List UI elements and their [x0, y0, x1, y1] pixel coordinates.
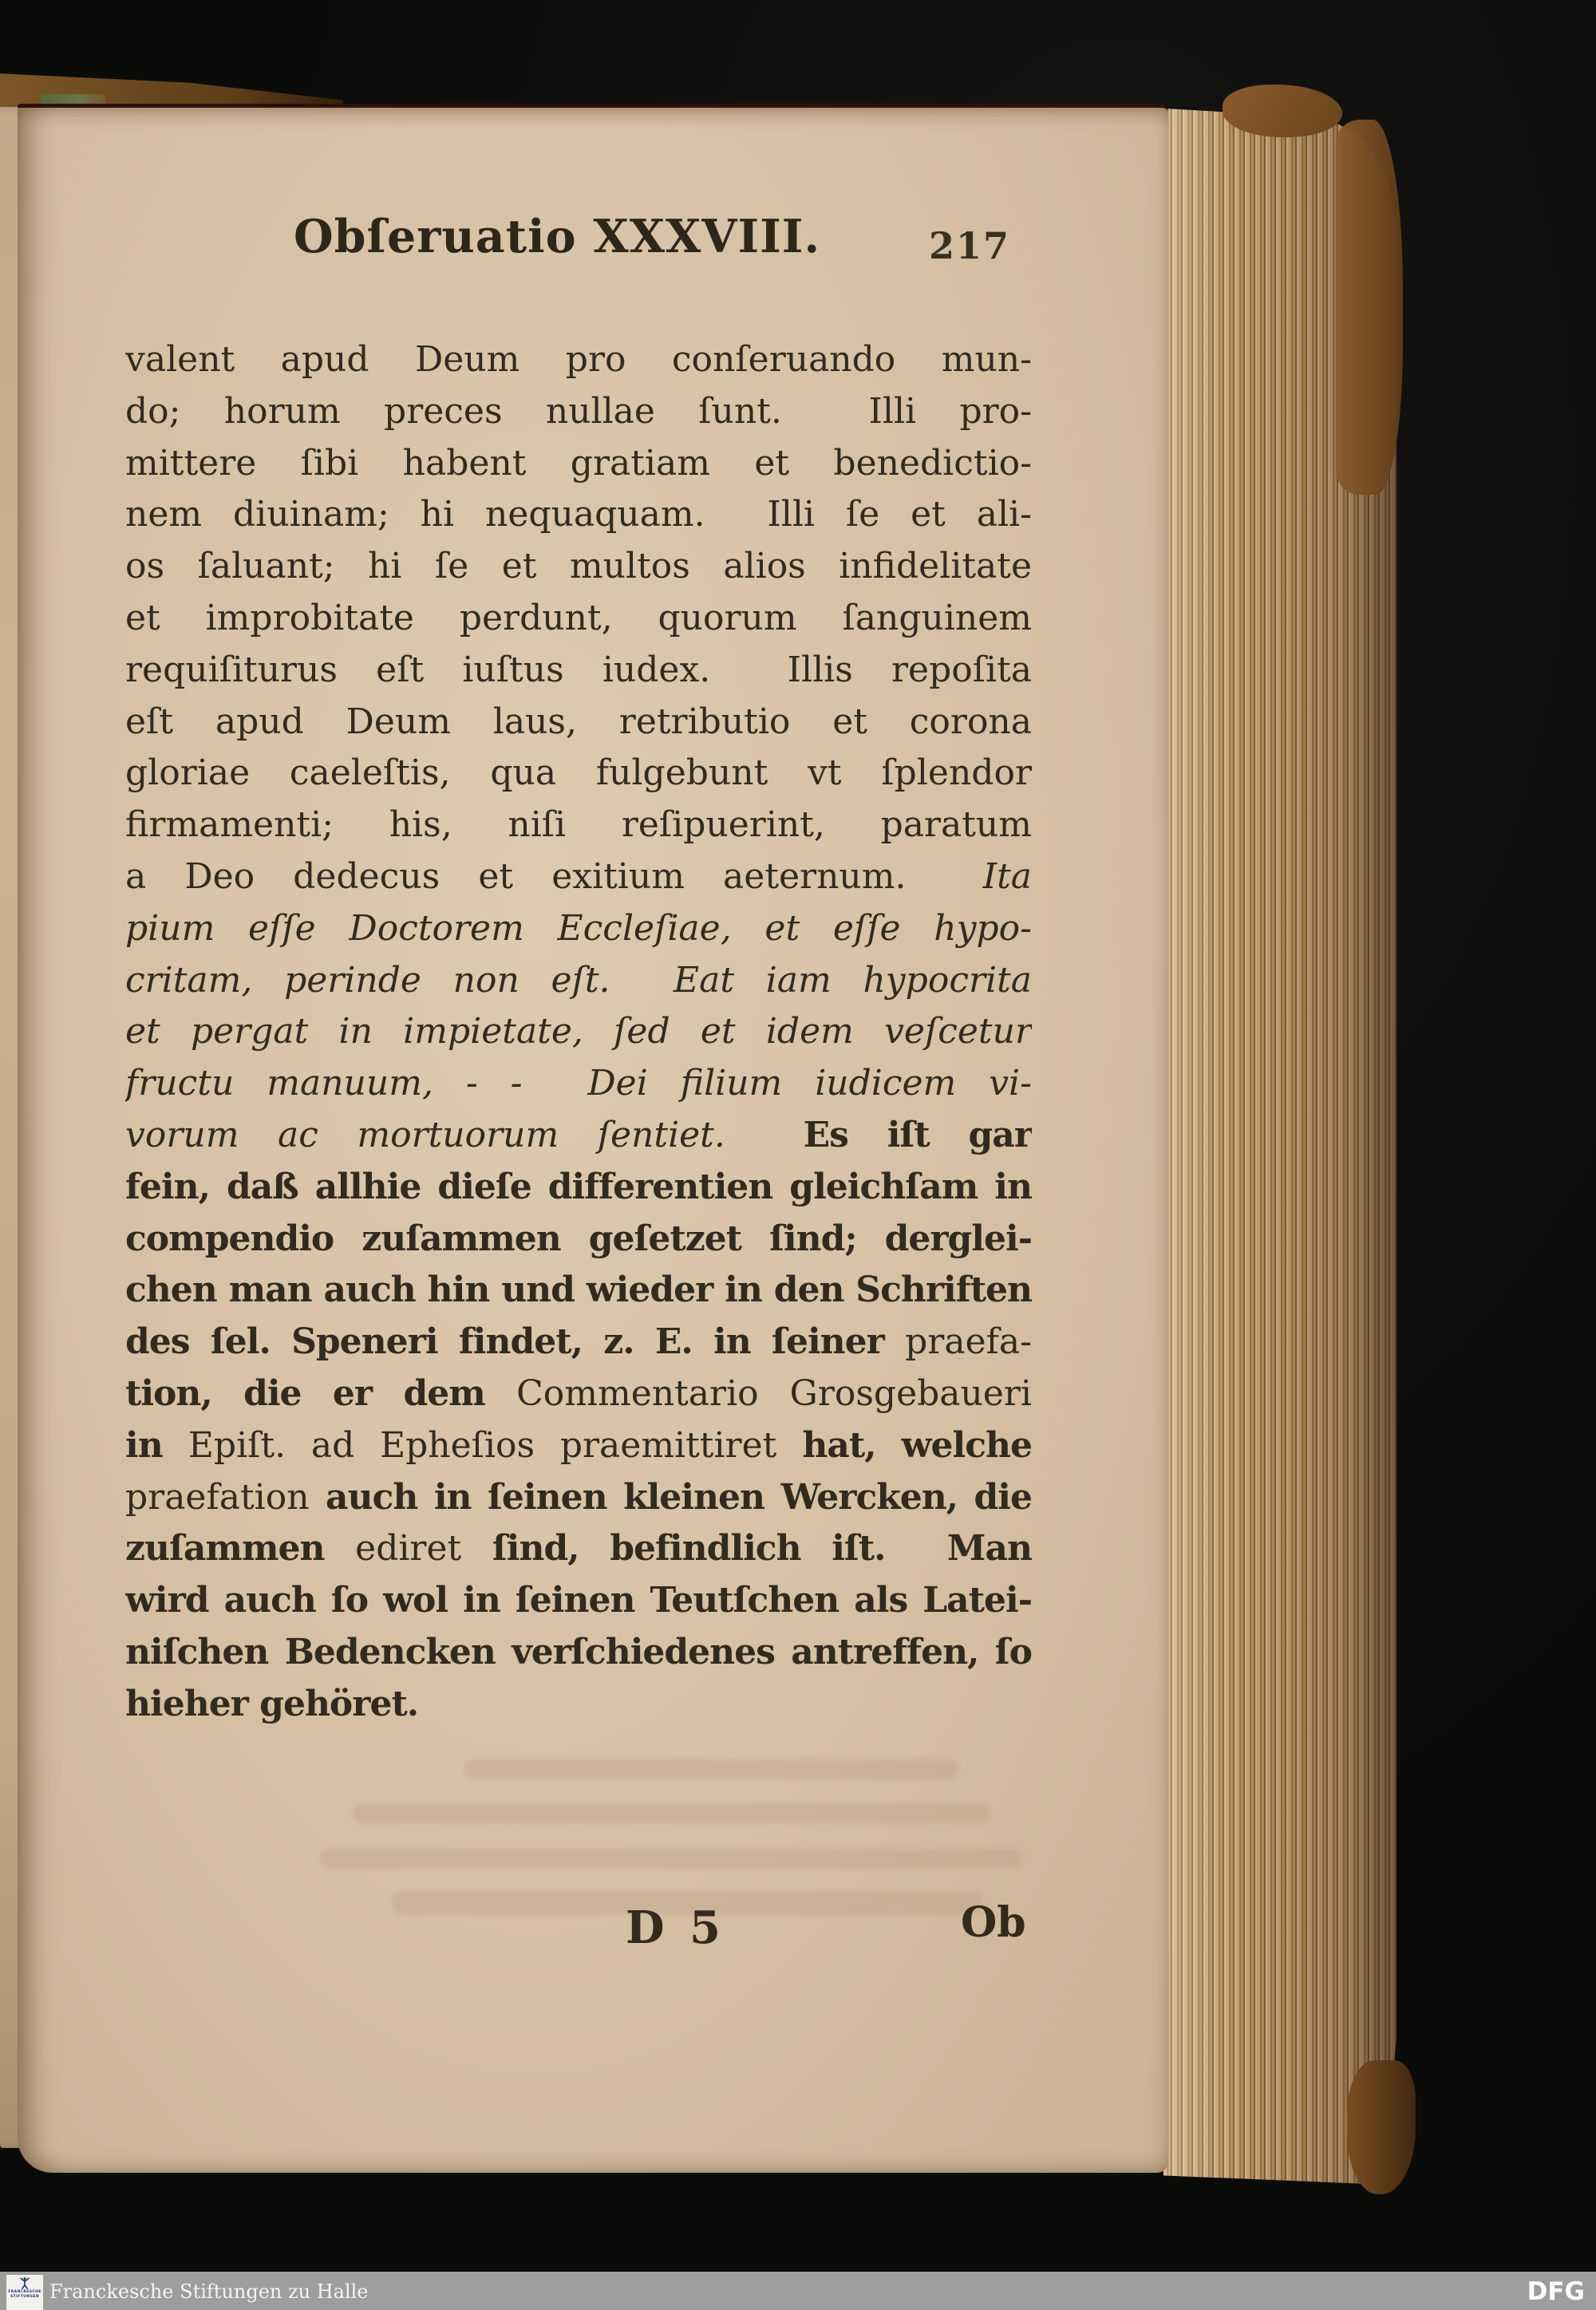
text-line: [125, 955, 1032, 1007]
library-logo-box: [6, 2275, 43, 2310]
leather-corner-top: [1223, 85, 1342, 137]
text-segment: requiſiturus eſt iuſtus iudex. Illis repoſita: [125, 649, 1032, 690]
text-segment: zuſammen: [125, 1528, 356, 1570]
text-line: [125, 851, 1032, 903]
text-segment: Ita: [982, 855, 1032, 897]
text-line: [125, 748, 1032, 800]
text-segment: ſind, befindlich iſt. Man: [461, 1528, 1032, 1570]
text-line: [125, 1006, 1032, 1058]
text-segment: os ſaluant; hi ſe et multos alios infidelitate: [125, 546, 1032, 587]
bleed-through: [321, 1849, 1023, 1868]
text-segment: compendio zuſammen geſetzet ſind; derglei-: [125, 1218, 1032, 1259]
text-segment: Commentario Grosgebaueri: [516, 1372, 1032, 1414]
leather-edge-bottom: [1347, 2060, 1416, 2194]
text-segment: nem diuinam; hi nequaquam. Illi ſe et ali-: [125, 494, 1032, 535]
library-name: Franckesche Stiftungen zu Halle: [49, 2280, 369, 2303]
text-line: [125, 1162, 1032, 1214]
text-segment: valent apud Deum pro conſeruando mun-: [125, 339, 1032, 380]
text-segment: critam, perinde non eſt. Eat iam hypocrita: [125, 959, 1032, 1001]
text-line: [125, 1110, 1032, 1162]
leather-edge-right: [1336, 120, 1403, 495]
text-line: [125, 1317, 1032, 1368]
text-segment: in: [125, 1424, 188, 1466]
text-segment: eſt apud Deum laus, retributio et corona: [125, 701, 1032, 742]
text-line: [125, 1368, 1032, 1420]
footer-bar: [0, 2272, 1596, 2310]
library-logo-icon: [18, 2276, 32, 2289]
body-text: [125, 334, 1032, 1731]
text-segment: des ſel. Speneri findet, z. E. in ſeiner: [125, 1321, 906, 1363]
text-line: [125, 1214, 1032, 1266]
text-line: [125, 1420, 1032, 1472]
text-line: [125, 1679, 1032, 1731]
text-segment: fructu manuum, - - Dei filium iudicem vi-: [125, 1063, 1032, 1104]
text-segment: praefa-: [905, 1321, 1032, 1363]
text-segment: chen man auch hin und wieder in den Schriften: [125, 1270, 1032, 1311]
text-line: [125, 903, 1032, 955]
text-segment: wird auch ſo wol in ſeinen Teutſchen als Latei-: [125, 1580, 1032, 1621]
text-segment: mittere ſibi habent gratiam et benedictio-: [125, 442, 1032, 484]
text-line: [125, 1575, 1032, 1627]
text-segment: tion, die er dem: [125, 1372, 517, 1414]
text-segment: a Deo dedecus et exitium aeternum.: [125, 855, 983, 897]
text-segment: firmamenti; his, niſi reſipuerint, paratum: [125, 804, 1032, 846]
text-line: [125, 800, 1032, 851]
text-segment: do; horum preces nullae ſunt. Illi pro-: [125, 390, 1032, 432]
library-logo-text-2: STIFTUNGEN: [10, 2294, 40, 2299]
text-segment: pium eſſe Doctorem Eccleſiae, et eſſe hypo-: [125, 907, 1032, 949]
text-line: [125, 1627, 1032, 1679]
catchword: Ob: [961, 1898, 1026, 1947]
text-segment: ediret: [355, 1528, 462, 1570]
text-segment: auch in ſeinen kleinen Wercken, die: [309, 1476, 1032, 1518]
text-segment: vorum ac mortuorum ſentiet.: [125, 1114, 725, 1155]
text-segment: et improbitate perdunt, quorum ſanguinem: [125, 597, 1032, 638]
text-line: [125, 593, 1032, 645]
text-line: [125, 1523, 1032, 1575]
text-line: [125, 645, 1032, 697]
text-segment: Es iſt gar: [725, 1114, 1032, 1155]
text-line: [125, 1472, 1032, 1524]
page: [18, 104, 1168, 2173]
dfg-logo: DFG: [1527, 2277, 1585, 2306]
text-line: [125, 334, 1032, 386]
text-segment: niſchen Bedencken verſchiedenes antreffen, ſo: [125, 1631, 1032, 1672]
text-segment: hieher gehöret.: [125, 1683, 419, 1724]
bleed-through: [353, 1804, 991, 1823]
text-line: [125, 386, 1032, 438]
signature-mark: D 5: [626, 1901, 726, 1954]
library-logo-text-1: FRANCKESCHE: [8, 2290, 41, 2294]
text-segment: fein, daß allhie dieſe differentien gleichſam in: [125, 1166, 1032, 1207]
text-line: [125, 1265, 1032, 1317]
text-line: [125, 541, 1032, 593]
page-title: Obſeruatio XXXVIII.: [294, 210, 821, 263]
text-line: [125, 697, 1032, 748]
page-number: 217: [929, 224, 1011, 267]
text-segment: et pergat in impietate, ſed et idem veſcetur: [125, 1011, 1032, 1052]
text-segment: praefation: [125, 1476, 310, 1518]
text-segment: hat, welche: [776, 1424, 1032, 1466]
text-line: [125, 1058, 1032, 1110]
bleed-through: [464, 1759, 959, 1779]
text-line: [125, 489, 1032, 541]
text-segment: gloriae caeleſtis, qua fulgebunt vt ſplendor: [125, 752, 1032, 794]
text-line: [125, 438, 1032, 490]
text-segment: Epiſt. ad Epheſios praemittiret: [188, 1424, 777, 1466]
